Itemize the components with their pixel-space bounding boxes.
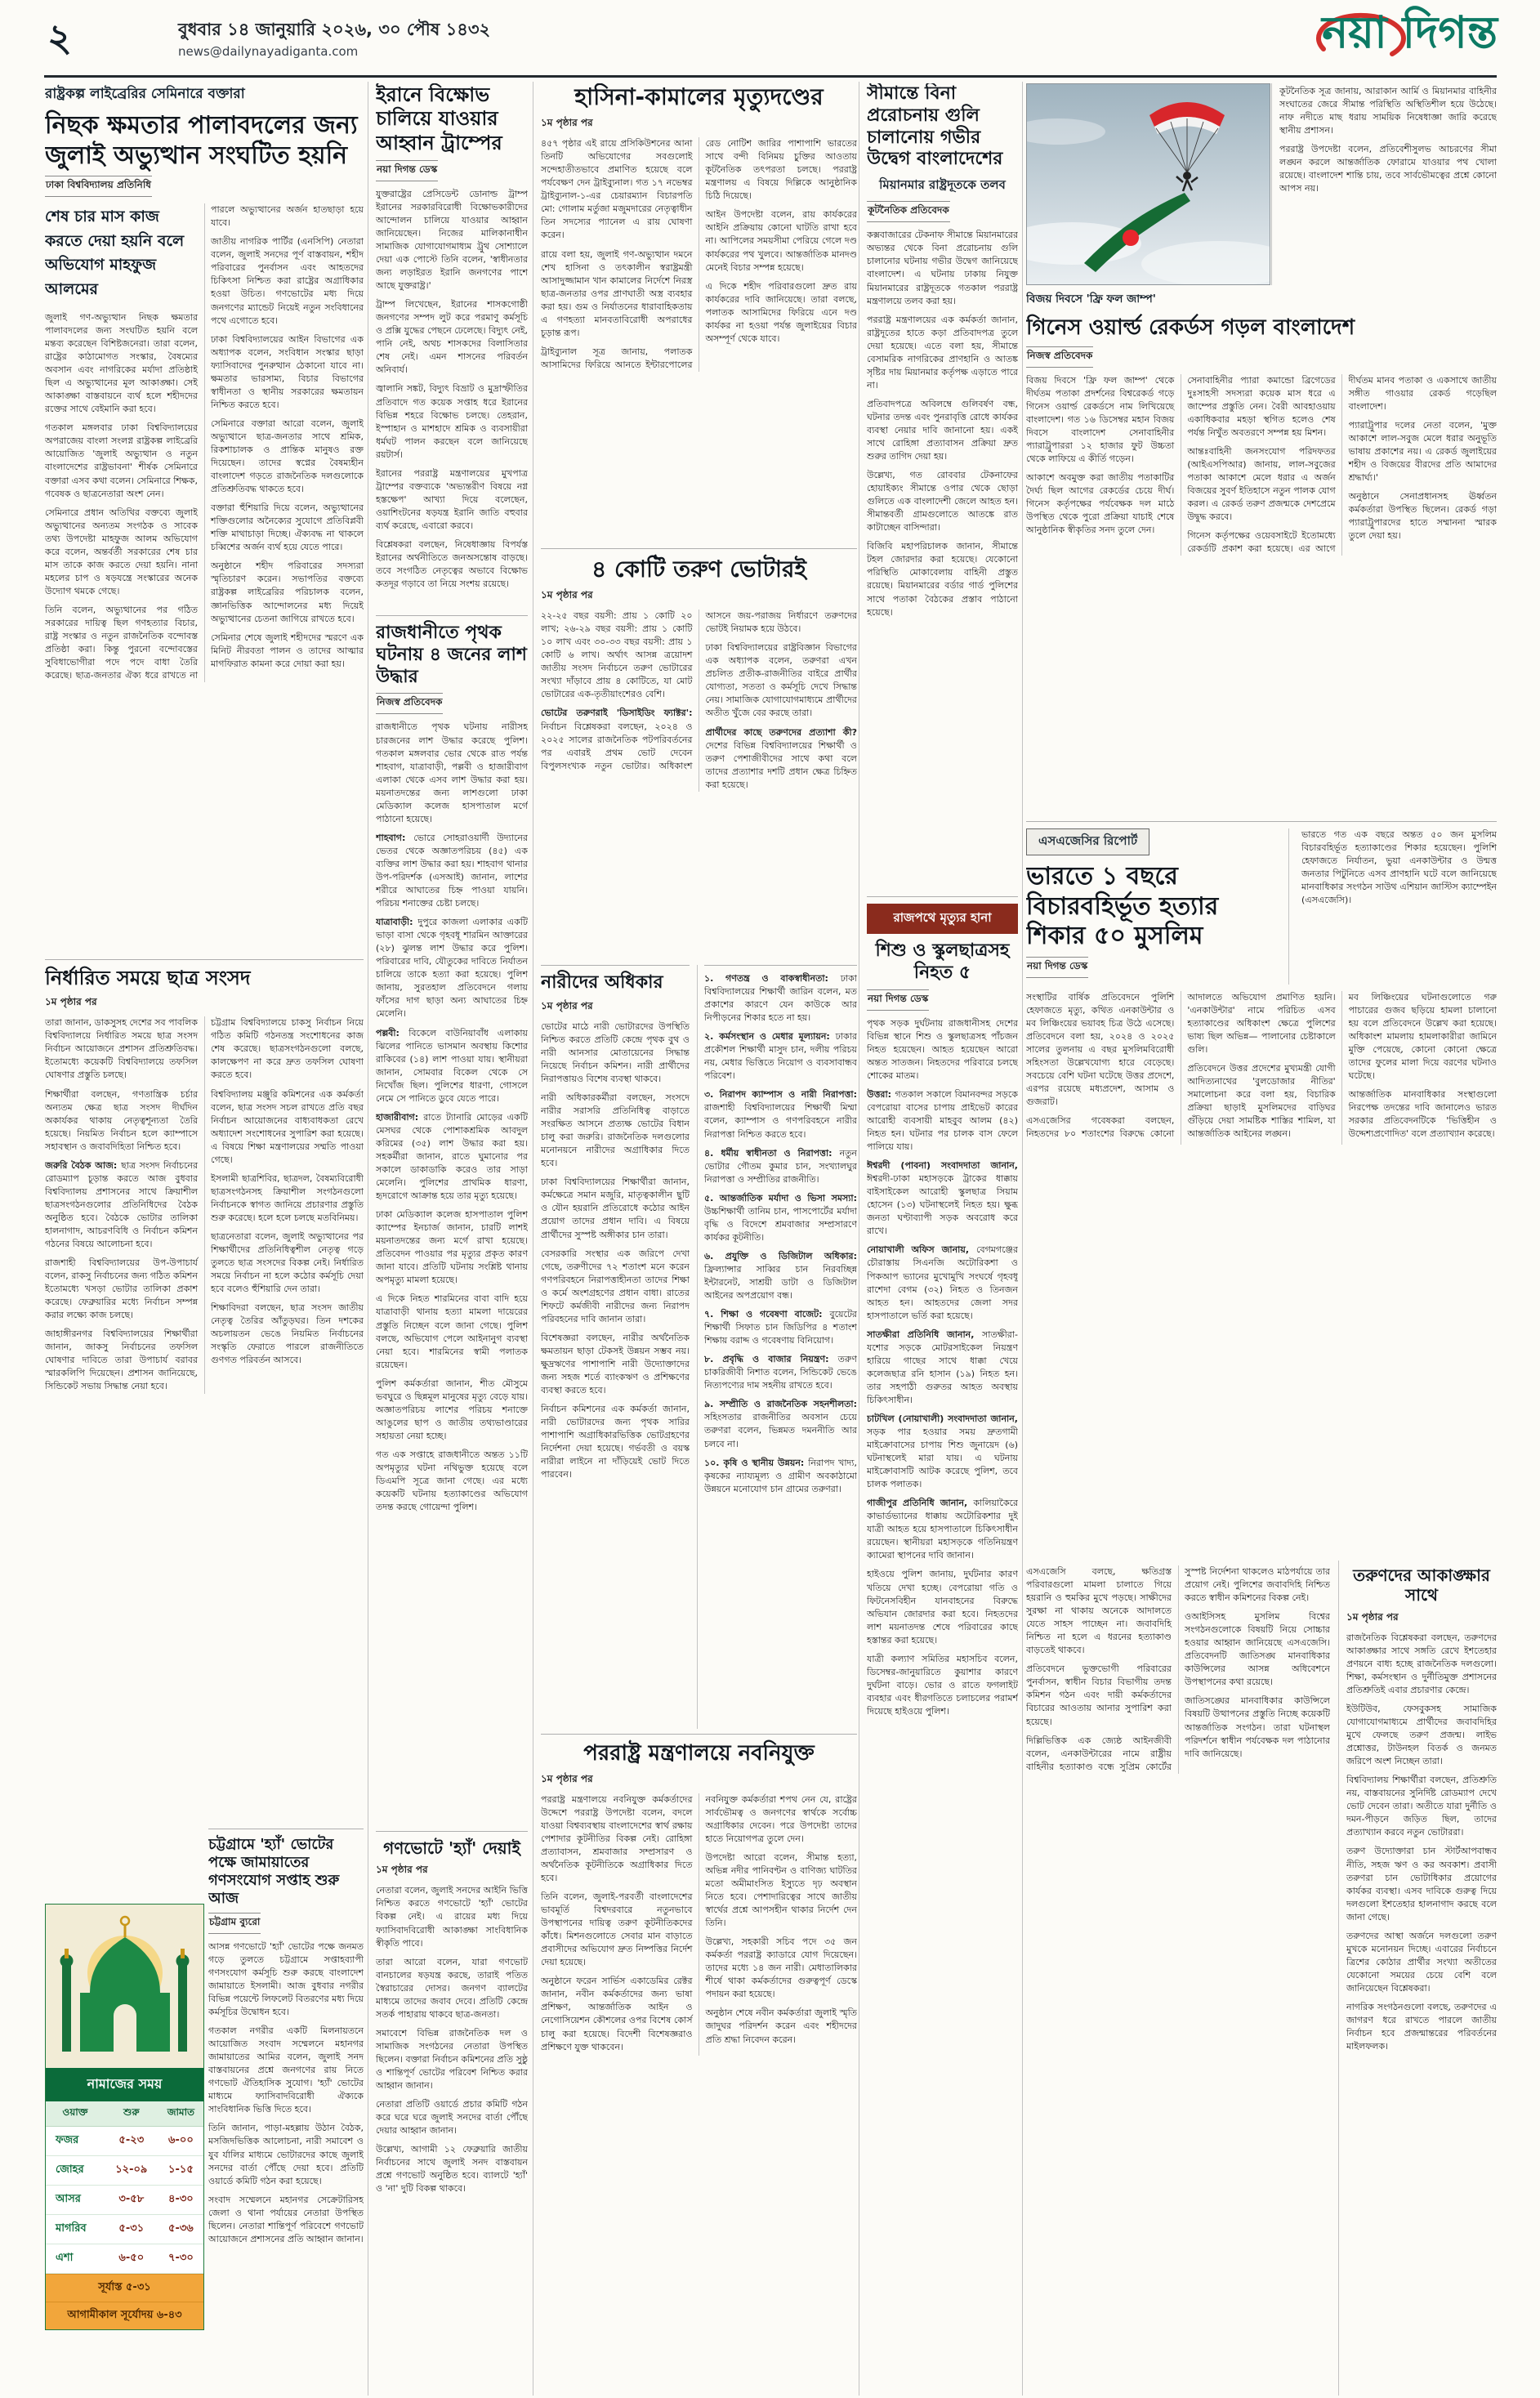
- body-paragraph: বিজয় দিবসে 'ফ্রি ফল জাম্প' থেকে দীর্ঘতম পতাকা প্রদর্শনের বিশ্বরেকর্ড গড়ে গিনেস ওয়ার্ল্ড রেকর্ডসে নাম লিখিয়েছে বাংলাদেশ। গত ১৬ ডিসেম্বর মহান বিজয় দিবসে বাংলাদেশ সেনাবাহিনীর প্যারাট্রুপাররা ১২ হাজার ফুট উচ্চতা থেকে লাফিয়ে এ কীর্তি গড়েন।: [1026, 374, 1175, 464]
- continued-from-page1: ১ম পৃষ্ঠার পর: [541, 117, 593, 129]
- article-iran-protests: [376, 83, 528, 613]
- body-paragraph: যাত্রাবাড়ী: দুপুরে কাজলা এলাকার একটি ভাড়া বাসা থেকে গৃহবধূ শারমিন আক্তারের (২৮) ঝুলন্ত লাশ উদ্ধার করে পুলিশ। পরিবারের দাবি, যৌতুকের দাবিতে নির্যাতন চালিয়ে তাকে হত্যা করা হয়েছে। পুলিশ জানায়, সুরতহাল প্রতিবেদনে গলায় ফাঁসের দাগ ছাড়া অন্য আঘাতের চিহ্ন মেলেনি।: [376, 917, 528, 1020]
- body-text: [867, 229, 1018, 618]
- article-youth-aspirations: [1346, 1565, 1497, 2396]
- prayer-times-box: [45, 1904, 204, 2330]
- body-paragraph: ঢাকা মেডিক্যাল কলেজ হাসপাতাল পুলিশ ক্যাম্পের ইনচার্জ জানান, চারটি লাশই ময়নাতদন্তের জন্য মর্গে রাখা হয়েছে। প্রতিবেদন পাওয়ার পর মৃত্যুর প্রকৃত কারণ জানা যাবে। প্রতিটি ঘটনায় সংশ্লিষ্ট থানায় অপমৃত্যু মামলা হয়েছে।: [376, 1209, 528, 1286]
- body-paragraph: রাজধানীতে পৃথক ঘটনায় নারীসহ চারজনের লাশ উদ্ধার করেছে পুলিশ। গতকাল মঙ্গলবার ভোর থেকে রাত পর্যন্ত শাহবাগ, যাত্রাবাড়ী, পল্লবী ও হাজারীবাগ এলাকা থেকে এসব লাশ উদ্ধার করা হয়। ময়নাতদন্তের জন্য লাশগুলো ঢাকা মেডিক্যাল কলেজ হাসপাতাল মর্গে পাঠানো হয়েছে।: [376, 721, 528, 824]
- body-paragraph: ঈশ্বরদী (পাবনা) সংবাদদাতা জানান, ঈশ্বরদী-ঢাকা মহাসড়কে ট্রাকের ধাক্কায় বাইসাইকেল আরোহী স্কুলছাত্র সিয়াম হোসেন (১৩) ঘটনাস্থলেই নিহত হয়। ক্ষুব্ধ জনতা ঘণ্টাব্যাপী সড়ক অবরোধ করে রাখে।: [867, 1160, 1018, 1237]
- body-paragraph: কূটনৈতিক সূত্র জানায়, আরাকান আর্মি ও মিয়ানমার বাহিনীর সংঘাতের জেরে সীমান্ত পরিস্থিতি অস্থিতিশীল হয়ে উঠেছে। নাফ নদীতে মাছ ধরায় সাময়িক নিষেধাজ্ঞা জারি করেছে স্থানীয় প্রশাসন।: [1279, 86, 1497, 136]
- article-india-extrajudicial-killings: [1026, 821, 1497, 1563]
- article-body: [867, 229, 1018, 618]
- article-headline: ইরানে বিক্ষোভ চালিয়ে যাওয়ার আহ্বান ট্রাম্পের: [376, 83, 502, 154]
- body-paragraph: আইন উপদেষ্টা বলেন, রায় কার্যকরের আইনি প্রক্রিয়ায় কোনো ঘাটতি রাখা হবে না। আপিলের সময়সীমা পেরিয়ে গেলে দণ্ড কার্যকরের পথ খুলবে। আন্তর্জাতিক মানদণ্ড মেনেই বিচার সম্পন্ন হয়েছে।: [705, 209, 857, 273]
- body-paragraph: ৪. ধর্মীয় স্বাধীনতা ও নিরাপত্তা: নতুন ভোটার গৌতম কুমার চান, সংখ্যালঘুর নিরাপত্তা ও সম্প্রীতির রাজনীতি।: [704, 1147, 857, 1185]
- body-text: [208, 1940, 364, 2246]
- prayer-box-title: নামাজের সময়: [46, 2068, 203, 2101]
- column-divider: [1271, 83, 1272, 285]
- article-header-left: [1026, 828, 1275, 985]
- body-text: [376, 721, 528, 1514]
- body-paragraph: হাইওয়ে পুলিশ জানায়, দুর্ঘটনার কারণ খতিয়ে দেখা হচ্ছে। বেপরোয়া গতি ও ফিটনেসবিহীন যানবাহনের বিরুদ্ধে অভিযান জোরদার করা হবে। নিহতদের লাশ ময়নাতদন্ত শেষে পরিবারের কাছে হস্তান্তর করা হয়েছে।: [867, 1569, 1018, 1646]
- body-paragraph: রাজনৈতিক বিশ্লেষকরা বলছেন, তরুণদের আকাঙ্ক্ষার সাথে সঙ্গতি রেখে ইশতেহার প্রণয়নে বাধ্য হচ্ছে রাজনৈতিক দলগুলো। শিক্ষা, কর্মসংস্থান ও দুর্নীতিমুক্ত প্রশাসনের প্রতিশ্রুতিই এবার প্রচারণার কেন্দ্রে।: [1346, 1632, 1497, 1695]
- body-paragraph: বক্তারা হুঁশিয়ারি দিয়ে বলেন, অভ্যুত্থানের শক্তিগুলোর অনৈক্যের সুযোগে প্রতিবিপ্লবী শক্তি মাথাচাড়া দিচ্ছে। ঐক্যবদ্ধ না থাকলে চব্বিশের অর্জন ব্যর্থ হয়ে যেতে পারে।: [211, 502, 364, 553]
- article-body: [867, 1017, 1018, 1718]
- continued-from-page1: ১ম পৃষ্ঠার পর: [1346, 1610, 1399, 1623]
- continued-from-page1: ১ম পৃষ্ঠার পর: [376, 1864, 428, 1876]
- article-kicker: রাজপথে মৃত্যুর হানা: [867, 904, 1018, 934]
- article-chittagong-jamaat: [208, 1829, 364, 2398]
- body-paragraph: ৮. প্রবৃদ্ধি ও বাজার নিয়ন্ত্রণ: তরুণ চাকরিজীবী নিশাত বলেন, সিন্ডিকেট ভেঙে নিত্যপণ্যের দাম সহনীয় রাখতে হবে।: [704, 1354, 857, 1391]
- body-paragraph: যুক্তরাষ্ট্রের প্রেসিডেন্ট ডোনাল্ড ট্রাম্প ইরানের সরকারবিরোধী বিক্ষোভকারীদের আন্দোলন চালিয়ে যাওয়ার আহ্বান জানিয়েছেন। নিজের মালিকানাধীন সামাজিক যোগাযোগমাধ্যম ট্রুথ সোশ্যালে দেয়া এক পোস্টে তিনি বলেন, 'স্বাধীনতার জন্য লড়াইরত ইরানি জনগণের পাশে আছে যুক্তরাষ্ট্র।': [376, 188, 528, 292]
- body-paragraph: জুলাই গণ-অভ্যুত্থান নিছক ক্ষমতার পালাবদলের জন্য সংঘটিত হয়নি বলে মন্তব্য করেছেন বিশিষ্টজনেরা। তারা বলেন, রাষ্ট্রের কাঠামোগত সংস্কার, বৈষম্যের অবসান এবং নাগরিকের মর্যাদা প্রতিষ্ঠাই ছিল এ অভ্যুত্থানের মূল আকাঙ্ক্ষা। সেই আকাঙ্ক্ষা বাস্তবায়নে ব্যর্থ হলে শহীদদের রক্তের সাথে বেইমানি করা হবে।: [45, 311, 198, 415]
- body-paragraph: নেতারা বলেন, জুলাই সনদের আইনি ভিত্তি নিশ্চিত করতে গণভোটে 'হ্যাঁ' ভোটের বিকল্প নেই। এ রায়ের মধ্য দিয়ে ফ্যাসিবাদবিরোধী আকাঙ্ক্ষা সাংবিধানিক স্বীকৃতি পাবে।: [376, 1885, 528, 1949]
- body-paragraph: সেমিনারে বক্তারা আরো বলেন, জুলাই অভ্যুত্থানে ছাত্র-জনতার সাথে শ্রমিক, রিকশাচালক ও প্রান্তিক মানুষও রক্ত দিয়েছেন। তাদের স্বপ্নের বৈষম্যহীন বাংলাদেশ গড়তে রাজনৈতিক দলগুলোকে প্রতিশ্রুতিবদ্ধ থাকতে হবে।: [211, 418, 364, 495]
- article-byline: নিজস্ব প্রতিবেদক: [376, 693, 443, 714]
- article-guinness-record: [1026, 290, 1497, 816]
- article-headline: চট্টগ্রামে 'হ্যাঁ' ভোটের পক্ষে জামায়াতের গণসংযোগ সপ্তাহ শুরু আজ: [208, 1836, 340, 1907]
- article-byline: নয়া দিগন্ত ডেস্ক: [376, 160, 438, 181]
- prayer-col-waqt: ওয়াক্ত: [46, 2101, 105, 2127]
- body-paragraph: বিশেষজ্ঞরা বলছেন, নারীর অর্থনৈতিক ক্ষমতায়ন ছাড়া টেকসই উন্নয়ন সম্ভব নয়। ক্ষুদ্রঋণের পাশাপাশি নারী উদ্যোক্তাদের জন্য সহজ শর্তে ব্যাংকঋণ ও প্রশিক্ষণের ব্যবস্থা করতে হবে।: [541, 1332, 690, 1396]
- article-headline: তরুণদের আকাঙ্ক্ষার সাথে: [1353, 1565, 1490, 1605]
- body-paragraph: সংস্থাটির বার্ষিক প্রতিবেদনে পুলিশি হেফাজতে মৃত্যু, কথিত এনকাউন্টার ও মব লিঞ্চিংয়ের ভয়াবহ চিত্র উঠে এসেছে। প্রতিবেদনে বলা হয়, ২০২৪ ও ২০২৫ সালের তুলনায় এ বছর মুসলিমবিরোধী সহিংসতা উল্লেখযোগ্য হারে বেড়েছে। সবচেয়ে বেশি ঘটনা ঘটেছে উত্তর প্রদেশে, এরপর রয়েছে মধ্যপ্রদেশ, আসাম ও গুজরাট।: [1026, 991, 1175, 1108]
- body-paragraph: মব লিঞ্চিংয়ের ঘটনাগুলোতে গরু পাচারের গুজব ছড়িয়ে হামলা চালানো হয় বলে প্রতিবেদনে উল্লেখ করা হয়েছে। অধিকাংশ মামলায় হামলাকারীরা জামিনে মুক্তি পেয়েছে, কোনো কোনো ক্ষেত্রে তাদের ফুলের মালা দিয়ে বরণের ঘটনাও ঘটেছে।: [1348, 991, 1497, 1082]
- body-paragraph: তিনি জানান, পাড়া-মহল্লায় উঠান বৈঠক, মসজিদভিত্তিক আলোচনা, নারী সমাবেশ ও যুব র্যালির মাধ্যমে ভোটারদের কাছে জুলাই সনদের বার্তা পৌঁছে দেয়া হবে। প্রতিটি ওয়ার্ডে কমিটি গঠন করা হয়েছে।: [208, 2123, 364, 2186]
- article-kicker: এসএজেসির রিপোর্ট: [1026, 828, 1149, 855]
- body-paragraph: সমাবেশে বিভিন্ন রাজনৈতিক দল ও সামাজিক সংগঠনের নেতারা উপস্থিত ছিলেন। বক্তারা নির্বাচন কমিশনের প্রতি সুষ্ঠু ও শান্তিপূর্ণ ভোটের পরিবেশ নিশ্চিত করার আহ্বান জানান।: [376, 2027, 528, 2092]
- body-paragraph: জ্বালানি সঙ্কট, বিদ্যুৎ বিভ্রাট ও মুদ্রাস্ফীতির প্রতিবাদে গত কয়েক সপ্তাহ ধরে ইরানের বিভিন্ন শহরে বিক্ষোভ চলছে। তেহরান, ইস্পাহান ও মাশহাদে শ্রমিক ও ব্যবসায়ীরা ধর্মঘট পালন করছেন বলে জানিয়েছে রয়টার্স।: [376, 383, 528, 460]
- body-paragraph: শাহবাগ: ভোরে সোহরাওয়ার্দী উদ্যানের ভেতর থেকে অজ্ঞাতপরিচয় (৪৫) এক ব্যক্তির লাশ উদ্ধার করা হয়। শাহবাগ থানার উপ-পরিদর্শক (এসআই) জানান, লাশের শরীরে আঘাতের চিহ্ন পাওয়া যায়নি। পরিচয় শনাক্তের চেষ্টা চলছে।: [376, 832, 528, 909]
- body-paragraph: সাতক্ষীরা প্রতিনিধি জানান, সাতক্ষীরা-যশোর সড়কে মোটরসাইকেল নিয়ন্ত্রণ হারিয়ে গাছের সাথে ধাক্কা খেয়ে কলেজছাত্র রনি হাসান (১৯) নিহত হন। তার সহপাঠী গুরুতর আহত অবস্থায় চিকিৎসাধীন।: [867, 1329, 1018, 1405]
- prayer-col-start: শুরু: [105, 2101, 158, 2127]
- prayer-time-row: জোহর ১২-০৯ ১-১৫: [46, 2156, 203, 2186]
- body-paragraph: যাত্রী কল্যাণ সমিতির মহাসচিব বলেন, ডিসেম্বর-জানুয়ারিতে কুয়াশার কারণে দুর্ঘটনা বাড়ে। ভোর ও রাতে ফগলাইট ব্যবহার এবং ধীরগতিতে চলাচলের পরামর্শ দিয়েছে হাইওয়ে পুলিশ।: [867, 1653, 1018, 1717]
- body-paragraph: আকাশে অবমুক্ত করা জাতীয় পতাকাটির দৈর্ঘ্য ছিল আগের রেকর্ডের চেয়ে দীর্ঘ। গিনেস কর্তৃপক্ষের পর্যবেক্ষক দল মাঠে উপস্থিত থেকে পুরো প্রক্রিয়া যাচাই শেষে আনুষ্ঠানিক স্বীকৃতির সনদ তুলে দেন।: [1026, 472, 1175, 536]
- body-paragraph: ট্রাম্প লিখেছেন, ইরানের শাসকগোষ্ঠী জনগণের সম্পদ লুট করে পরমাণু কর্মসূচি ও প্রক্সি যুদ্ধের পেছনে ঢেলেছে। বিদ্যুৎ নেই, পানি নেই, অথচ শাসকদের বিলাসিতার শেষ নেই। এমন শাসনের পরিবর্তন অনিবার্য।: [376, 299, 528, 376]
- body-paragraph: প্রতিবেদনে উত্তর প্রদেশের মুখ্যমন্ত্রী যোগী আদিত্যনাথের 'বুলডোজার নীতির' সমালোচনা করে বলা হয়, বিচারিক প্রক্রিয়া ছাড়াই মুসলিমদের বাড়িঘর গুঁড়িয়ে দেয়া সামষ্টিক শাস্তির শামিল, যা আন্তর্জাতিক আইনের লঙ্ঘন।: [1187, 1063, 1336, 1140]
- body-paragraph: অনুষ্ঠানে শহীদ পরিবারের সদস্যরা স্মৃতিচারণ করেন। সভাপতির বক্তব্যে রাষ্ট্রকল্প লাইব্রেরির পরিচালক বলেন, জ্ঞানভিত্তিক আন্দোলনের মধ্য দিয়েই অভ্যুত্থানের চেতনা জাগিয়ে রাখতে হবে।: [211, 560, 364, 624]
- article-body: [541, 610, 857, 792]
- body-paragraph: এসএজেসি বলছে, ক্ষতিগ্রস্ত পরিবারগুলো মামলা চালাতে গিয়ে হয়রানি ও হুমকির মুখে পড়ছে। সাক্ষীদের সুরক্ষা না থাকায় অনেকে আদালতে যেতে সাহস পাচ্ছেন না। জবাবদিহি নিশ্চিত না হলে এ ধরনের হত্যাকাণ্ড বাড়তেই থাকবে।: [1026, 1566, 1172, 1656]
- body-paragraph: ভোটের মাঠে নারী ভোটারদের উপস্থিতি নিশ্চিত করতে প্রতিটি কেন্দ্রে পৃথক বুথ ও নারী আনসার মোতায়েনের সিদ্ধান্ত নিয়েছে নির্বাচন কমিশন। নারী প্রার্থীদের নিরাপত্তায়ও বিশেষ ব্যবস্থা থাকবে।: [541, 1020, 690, 1085]
- article-headline: ৪ কোটি তরুণ ভোটারই: [591, 556, 806, 583]
- article-body: [1026, 991, 1497, 1145]
- prayer-time-row: আসর ৩-৫৮ ৪-৩০: [46, 2186, 203, 2215]
- body-paragraph: বেসরকারি সংস্থার এক জরিপে দেখা গেছে, তরুণীদের ৭২ শতাংশ মনে করেন গণপরিবহনে নিরাপত্তাহীনতা তাদের শিক্ষা ও কর্মে অংশগ্রহণের প্রধান বাধা। রাতের শিফটে কর্মজীবী নারীদের জন্য নিরাপদ পরিবহনের দাবি জানান তারা।: [541, 1248, 690, 1324]
- expectations-list: [704, 972, 857, 1496]
- body-paragraph: ঢাকা বিশ্ববিদ্যালয়ের শিক্ষার্থীরা জানান, কর্মক্ষেত্রে সমান মজুরি, মাতৃত্বকালীন ছুটি ও যৌন হয়রানি প্রতিরোধে কঠোর আইন প্রয়োগ তাদের প্রধান দাবি। এ বিষয়ে প্রার্থীদের সুস্পষ্ট অঙ্গীকার চান তারা।: [541, 1177, 690, 1240]
- column-divider: [1338, 1561, 1339, 2396]
- body-paragraph: রাজশাহী বিশ্ববিদ্যালয়ের উপ-উপাচার্য বলেন, রাকসু নির্বাচনের জন্য গঠিত কমিশন ইতোমধ্যে খসড়া ভোটার তালিকা প্রকাশ করেছে। ফেব্রুয়ারির মধ্যে নির্বাচন সম্পন্ন করার লক্ষ্যে কাজ চলছে।: [45, 1257, 198, 1321]
- article-header-row: [1026, 828, 1497, 985]
- article-womens-rights: [541, 965, 690, 1736]
- body-paragraph: ট্রাইব্যুনাল সূত্র জানায়, পলাতক আসামিদের ফিরিয়ে আনতে ইন্টারপোলের রেড নোটিশ জারির পাশাপাশি ভারতের সাথে বন্দী বিনিময় চুক্তির আওতায় কূটনৈতিক তৎপরতা চলছে। পররাষ্ট্র মন্ত্রণালয় এ বিষয়ে দিল্লিকে আনুষ্ঠানিক চিঠি দিয়েছে।: [541, 138, 857, 370]
- body-paragraph: গতকাল মঙ্গলবার ঢাকা বিশ্ববিদ্যালয়ের অপরাজেয় বাংলা সংলগ্ন রাষ্ট্রকল্প লাইব্রেরি আয়োজিত 'জুলাই অভ্যুত্থান ও নতুন বাংলাদেশের রাষ্ট্রভাবনা' শীর্ষক সেমিনারে বক্তারা এসব কথা বলেন। সেমিনারে শিক্ষক, গবেষক ও ছাত্রনেতারা অংশ নেন।: [45, 422, 198, 499]
- article-headline: গিনেস ওয়ার্ল্ড রেকর্ডস গড়ল বাংলাদেশ: [1026, 315, 1355, 340]
- body-paragraph: নোয়াখালী অফিস জানায়, বেগমগঞ্জের চৌরাস্তায় সিএনজি অটোরিকশা ও পিকআপ ভ্যানের মুখোমুখি সংঘর্ষে গৃহবধূ রাশেদা বেগম (৩২) নিহত ও তিনজন আহত হন। আহতদের জেলা সদর হাসপাতালে ভর্তি করা হয়েছে।: [867, 1244, 1018, 1321]
- article-body: [1279, 85, 1497, 195]
- body-paragraph: ৪৫৭ পৃষ্ঠার এই রায়ে প্রসিকিউশনের আনা তিনটি অভিযোগের সবগুলোই সন্দেহাতীতভাবে প্রমাণিত হয়েছে বলে পর্যবেক্ষণ দেন ট্রাইব্যুনাল। গত ১৭ নভেম্বর ট্রাইব্যুনাল-১-এর চেয়ারম্যান বিচারপতি মো: গোলাম মর্তুজা মজুমদারের নেতৃত্বাধীন তিন সদস্যের প্যানেল এ রায় ঘোষণা করেন।: [541, 138, 693, 241]
- body-paragraph: প্রতিবাদপত্রে অবিলম্বে গুলিবর্ষণ বন্ধ, ঘটনার তদন্ত এবং পুনরাবৃত্তি রোধে কার্যকর ব্যবস্থা নেয়ার দাবি জানানো হয়। একই সাথে রোহিঙ্গা প্রত্যাবাসন প্রক্রিয়া দ্রুত শুরুর তাগিদ দেয়া হয়।: [867, 398, 1018, 462]
- article-border-firing: [867, 83, 1018, 891]
- article-byline: নয়া দিগন্ত ডেস্ক: [867, 989, 929, 1011]
- body-paragraph: ২২-২৫ বছর বয়সী: প্রায় ১ কোটি ২০ লাখ; ২৬-২৯ বছর বয়সী: প্রায় ১ কোটি ১০ লাখ এবং ৩০-৩৩ বছর বয়সী: প্রায় ১ কোটি ৬ লাখ। অর্থাৎ আসন্ন ত্রয়োদশ জাতীয় সংসদ নির্বাচনে তরুণ ভোটারের সংখ্যা দাঁড়াবে প্রায় ৪ কোটিতে, যা মোট ভোটারের এক-তৃতীয়াংশেরও বেশি।: [541, 610, 693, 700]
- parachute-photo-illustration: [1026, 83, 1270, 285]
- body-paragraph: হাজারীবাগ: রাতে ট্যানারি মোড়ের একটি মেসঘর থেকে পোশাকশ্রমিক আবদুল করিমের (৩৫) লাশ উদ্ধার করা হয়। সহকর্মীরা জানান, রাতে ঘুমানোর পর সকালে ডাকাডাকি করেও তার সাড়া মেলেনি। পুলিশের প্রাথমিক ধারণা, হৃদরোগে আক্রান্ত হয়ে তার মৃত্যু হয়েছে।: [376, 1111, 528, 1202]
- body-paragraph: সেমিনার শেষে জুলাই শহীদদের স্মরণে এক মিনিট নীরবতা পালন ও তাদের আত্মার মাগফিরাত কামনা করে দোয়া করা হয়।: [211, 632, 364, 669]
- continued-from-page1: ১ম পৃষ্ঠার পর: [541, 589, 593, 601]
- body-paragraph: পৃথক সড়ক দুর্ঘটনায় রাজধানীসহ দেশের বিভিন্ন স্থানে শিশু ও স্কুলছাত্রসহ পাঁচজন নিহত হয়েছেন। আহত হয়েছেন আরো অন্তত সাতজন। নিহতদের পরিবারে চলছে শোকের মাতম।: [867, 1017, 1018, 1081]
- body-text: [867, 1017, 1018, 1718]
- article-body: [45, 1016, 364, 1393]
- body-paragraph: ইরানের পররাষ্ট্র মন্ত্রণালয়ের মুখপাত্র ট্রাম্পের বক্তব্যকে 'অভ্যন্তরীণ বিষয়ে নগ্ন হস্তক্ষেপ' আখ্যা দিয়ে বলেছেন, ওয়াশিংটনের ষড়যন্ত্র ইরানি জাতি বহুবার ব্যর্থ করেছে, এবারো করবে।: [376, 467, 528, 531]
- body-paragraph: জরুরি বৈঠক আজ: ছাত্র সংসদ নির্বাচনের রোডম্যাপ চূড়ান্ত করতে আজ বুধবার বিশ্ববিদ্যালয় প্রশাসনের সাথে ক্রিয়াশীল ছাত্রসংগঠনগুলোর প্রতিনিধিদের বৈঠক অনুষ্ঠিত হবে। বৈঠকে ভোটার তালিকা হালনাগাদ, আচরণবিধি ও নির্বাচন কমিশন গঠনের বিষয়ে আলোচনা হবে।: [45, 1159, 199, 1250]
- body-paragraph: রায়ে বলা হয়, জুলাই গণ-অভ্যুত্থান দমনে শেখ হাসিনা ও তৎকালীন স্বরাষ্ট্রমন্ত্রী আসাদুজ্জামান খান কামালের নির্দেশে নিরস্ত্র ছাত্র-জনতার ওপর প্রাণঘাতী অস্ত্র ব্যবহার করা হয়। গুম ও নির্যাতনের ধারাবাহিকতায় এ গণহত্যা মানবতাবিরোধী অপরাধের চূড়ান্ত রূপ।: [541, 248, 693, 338]
- prayer-time-row: মাগরিব ৫-৩১ ৫-৩৬: [46, 2215, 203, 2244]
- article-headline: শিশু ও স্কুলছাত্রসহ নিহত ৫: [875, 940, 1010, 983]
- article-byline: নিজস্ব প্রতিবেদক: [1026, 346, 1093, 368]
- body-paragraph: এসএজেসির গবেষকরা বলছেন, নিহতদের ৮০ শতাংশের বিরুদ্ধে কোনো আদালতে অভিযোগ প্রমাণিত হয়নি। 'এনকাউন্টার' নামে পরিচিত এসব হত্যাকাণ্ডের অধিকাংশ ক্ষেত্রে পুলিশের ভাষ্য ছিল অভিন্ন— পালানোর চেষ্টাকালে গুলি।: [1026, 991, 1336, 1140]
- date-line: বুধবার ১৪ জানুয়ারি ২০২৬, ৩০ পৌষ ১৪৩২: [178, 20, 491, 39]
- body-paragraph: ছাত্রনেতারা বলেন, জুলাই অভ্যুত্থানের পর শিক্ষার্থীদের প্রতিনিধিত্বশীল নেতৃত্ব গড়ে তুলতে ছাত্র সংসদের বিকল্প নেই। নির্ধারিত সময়ে নির্বাচন না হলে কঠোর কর্মসূচি দেয়া হবে বলেও হুঁশিয়ারি দেন তারা।: [211, 1230, 364, 1295]
- body-paragraph: পররাষ্ট্র মন্ত্রণালয়ের এক কর্মকর্তা জানান, রাষ্ট্রদূতের হাতে কড়া প্রতিবাদপত্র তুলে দেয়া হয়েছে। এতে বলা হয়, সীমান্তে বেসামরিক নাগরিকের প্রাণহানি ও আতঙ্ক সৃষ্টির দায় মিয়ানমার কর্তৃপক্ষ এড়াতে পারে না।: [867, 314, 1018, 391]
- article-road-deaths: [867, 896, 1018, 2398]
- body-paragraph: পররাষ্ট্র উপদেষ্টা বলেন, প্রতিবেশীসুলভ আচরণের সীমা লঙ্ঘন করলে আন্তর্জাতিক ফোরামে যাওয়ার পথ খোলা রয়েছে। বাংলাদেশ শান্তি চায়, তবে সার্বভৌমত্বের প্রশ্নে কোনো আপস নয়।: [1279, 144, 1497, 194]
- prayer-time-row: ফজর ৫-২৩ ৬-০০: [46, 2127, 203, 2156]
- article-body: [376, 188, 528, 591]
- body-paragraph: প্রতিবেদনে ভুক্তভোগী পরিবারের পুনর্বাসন, স্বাধীন বিচার বিভাগীয় তদন্ত কমিশন গঠন এবং দায়ী কর্মকর্তাদের বিচারের আওতায় আনার সুপারিশ করা হয়েছে।: [1026, 1663, 1172, 1727]
- photo-caption: বিজয় দিবসে 'ফ্রি ফল জাম্প': [1026, 292, 1156, 306]
- body-paragraph: উল্লেখ্য, আগামী ১২ ফেব্রুয়ারি জাতীয় নির্বাচনের সাথে জুলাই সনদ বাস্তবায়ন প্রশ্নে গণভোট অনুষ্ঠিত হবে। ব্যালটে 'হ্যাঁ' ও 'না' দুটি বিকল্প থাকবে।: [376, 2144, 528, 2195]
- body-paragraph: কক্সবাজারের টেকনাফ সীমান্তে মিয়ানমারের অভ্যন্তর থেকে বিনা প্ররোচনায় গুলি চালানোর ঘটনায় গভীর উদ্বেগ জানিয়েছে বাংলাদেশ। এ ঘটনায় ঢাকায় নিযুক্ত মিয়ানমারের রাষ্ট্রদূতকে গতকাল পররাষ্ট্র মন্ত্রণালয়ে তলব করা হয়।: [867, 230, 1018, 306]
- article-byline: নয়া দিগন্ত ডেস্ক: [1026, 957, 1088, 978]
- article-india-continuation: [1026, 1565, 1330, 2396]
- article-hasina-kamal-verdict: [541, 83, 857, 543]
- body-paragraph: আসন্ন গণভোটে 'হ্যাঁ' ভোটের পক্ষে জনমত গড়ে তুলতে চট্টগ্রামে সপ্তাহব্যাপী গণসংযোগ কর্মসূচি শুরু করছে বাংলাদেশ জামায়াতে ইসলামী। আজ বুধবার নগরীর বিভিন্ন পয়েন্টে লিফলেট বিতরণের মধ্য দিয়ে কর্মসূচির উদ্বোধন হবে।: [208, 1940, 364, 2018]
- photo-free-fall-jump: [1026, 83, 1269, 285]
- article-referendum-yes: [376, 1831, 528, 2398]
- body-paragraph: উল্লেখ্য, সহকারী সচিব পদে ৩৫ জন কর্মকর্তা পররাষ্ট্র ক্যাডারে যোগ দিয়েছেন। তাদের মধ্যে ১৪ জন নারী। মেধাতালিকার শীর্ষে থাকা কর্মকর্তাদের গুরুত্বপূর্ণ ডেস্কে পদায়ন করা হয়েছে।: [705, 1936, 857, 2000]
- body-paragraph: নির্বাচন কমিশনের এক কর্মকর্তা জানান, নারী ভোটারদের জন্য পৃথক সারির পাশাপাশি অগ্রাধিকারভিত্তিক ভোটগ্রহণের নির্দেশনা দেয়া হয়েছে। গর্ভবতী ও বয়স্ক নারীরা লাইনে না দাঁড়িয়েই ভোট দিতে পারবেন।: [541, 1404, 690, 1480]
- prayer-rows: [46, 2127, 203, 2274]
- body-paragraph: বিশ্লেষকরা বলছেন, নিষেধাজ্ঞায় বিপর্যস্ত ইরানের অর্থনীতিতে জনঅসন্তোষ বাড়ছে। তবে সংগঠিত নেতৃত্বের অভাবে বিক্ষোভ কতদূর গড়াবে তা নিয়ে সংশয় রয়েছে।: [376, 538, 528, 590]
- body-paragraph: সংবাদ সম্মেলনে মহানগর সেক্রেটারিসহ জেলা ও থানা পর্যায়ের নেতারা উপস্থিত ছিলেন। নেতারা শান্তিপূর্ণ পরিবেশে গণভোট আয়োজনে প্রশাসনের প্রতি আহ্বান জানান।: [208, 2194, 364, 2244]
- body-paragraph: দিল্লিভিত্তিক এক জ্যেষ্ঠ আইনজীবী বলেন, এনকাউন্টারের নামে রাষ্ট্রীয় বাহিনীর হত্যাকাণ্ড বন্ধে সুপ্রিম কোর্টের সুস্পষ্ট নির্দেশনা থাকলেও মাঠপর্যায়ে তার প্রয়োগ নেই। পুলিশের জবাবদিহি নিশ্চিত করতে স্বাধীন কমিশনের বিকল্প নেই।: [1026, 1566, 1330, 1772]
- logo-text: নয়া দিগন্ত: [1322, 7, 1498, 58]
- body-paragraph: পুলিশ কর্মকর্তারা জানান, শীত মৌসুমে ভবঘুরে ও ছিন্নমূল মানুষের মৃত্যু বেড়ে যায়। অজ্ঞাতপরিচয় লাশের পরিচয় শনাক্তে আঙুলের ছাপ ও জাতীয় তথ্যভাণ্ডারের সহায়তা নেয়া হচ্ছে।: [376, 1378, 528, 1441]
- body-text: [1346, 1632, 1497, 2053]
- article-headline: নিছক ক্ষমতার পালাবদলের জন্য জুলাই অভ্যুত্থান সংঘটিত হয়নি: [45, 111, 358, 170]
- article-headline: পররাষ্ট্র মন্ত্রণালয়ে নবনিযুক্ত: [583, 1741, 815, 1766]
- continued-from-page1: ১ম পৃষ্ঠার পর: [541, 1772, 593, 1784]
- body-paragraph: প্যারাট্রুপার দলের নেতা বলেন, 'মুক্ত আকাশে লাল-সবুজ মেলে ধরার অনুভূতি ভাষায় প্রকাশের নয়। এ রেকর্ড জুলাইয়ের শহীদ ও বিজয়ের বীরদের প্রতি আমাদের শ্রদ্ধার্ঘ্য।': [1348, 419, 1497, 484]
- body-paragraph: আন্তর্জাতিক মানবাধিকার সংস্থাগুলো নিরপেক্ষ তদন্তের দাবি জানালেও ভারত সরকার প্রতিবেদনটিকে 'ভিত্তিহীন ও উদ্দেশ্যপ্রণোদিত' বলে প্রত্যাখ্যান করেছে।: [1348, 1089, 1497, 1140]
- body-paragraph: গত এক সপ্তাহে রাজধানীতে অন্তত ১১টি অপমৃত্যুর ঘটনা নথিভুক্ত হয়েছে বলে ডিএমপি সূত্রে জানা গেছে। এর মধ্যে কয়েকটি ঘটনায় হত্যাকাণ্ডের অভিযোগ তদন্ত করছে গোয়েন্দা পুলিশ।: [376, 1449, 528, 1513]
- continued-from-page1: ১ম পৃষ্ঠার পর: [45, 996, 97, 1008]
- article-headline: হাসিনা-কামালের মৃত্যুদণ্ডের: [574, 83, 824, 110]
- body-paragraph: ইউটিউব, ফেসবুকসহ সামাজিক যোগাযোগমাধ্যমে প্রার্থীদের জবাবদিহির মুখে ফেলছে তরুণ প্রজন্ম। লাইভ প্রশ্নোত্তর, টাউনহল বিতর্ক ও জনমত জরিপে অংশ নিচ্ছেন তারা।: [1346, 1704, 1497, 1767]
- mosque-illustration: [46, 1905, 203, 2068]
- body-paragraph: ওআইসিসহ মুসলিম বিশ্বের সংগঠনগুলোকে বিষয়টি নিয়ে সোচ্চার হওয়ার আহ্বান জানিয়েছে এসএজেসি। প্রতিবেদনটি জাতিসঙ্ঘ মানবাধিকার কাউন্সিলের আসন্ন অধিবেশনে উপস্থাপনের কথা রয়েছে।: [1185, 1611, 1330, 1688]
- article-intro: [1288, 828, 1497, 985]
- article-body: [376, 1884, 528, 2195]
- body-text: [376, 1884, 528, 2195]
- body-paragraph: সেনাবাহিনীর প্যারা কমান্ডো ব্রিগেডের দুঃসাহসী সদস্যরা কয়েক মাস ধরে এ জাম্পের প্রস্তুতি নেন। বৈরী আবহাওয়ায় একাধিকবার মহড়া স্থগিত হলেও শেষ পর্যন্ত নিখুঁত অবতরণে সম্পন্ন হয় মিশন।: [1187, 374, 1336, 438]
- article-headline: সীমান্তে বিনা প্ররোচনায় গুলি চালানোয় গভীর উদ্বেগ বাংলাদেশের: [867, 83, 1003, 170]
- article-headline: গণভোটে 'হ্যাঁ' দেয়াই: [383, 1838, 520, 1858]
- body-paragraph: ১০. কৃষি ও স্থানীয় উন্নয়ন: নিরাপদ খাদ্য, কৃষকের ন্যায্যমূল্য ও গ্রামীণ অবকাঠামো উন্নয়নে মনোযোগ চান গ্রামের তরুণরা।: [704, 1457, 857, 1494]
- body-paragraph: তরুণ উদ্যোক্তারা চান স্টার্টআপবান্ধব নীতি, সহজ ঋণ ও কর অবকাশ। প্রবাসী তরুণরা চান ভোটাধিকার প্রয়োগের কার্যকর ব্যবস্থা। এসব দাবিকে গুরুত্ব দিয়ে দলগুলো ইশতেহার হালনাগাদ করছে বলে জানা গেছে।: [1346, 1846, 1497, 1922]
- body-paragraph: প্রার্থীদের কাছে তরুণদের প্রত্যাশা কী? দেশের বিভিন্ন বিশ্ববিদ্যালয়ের শিক্ষার্থী ও তরুণ পেশাজীবীদের সাথে কথা বলে তাদের প্রত্যাশার দশটি প্রধান ক্ষেত্র চিহ্নিত করা হয়েছে।: [705, 726, 857, 790]
- body-paragraph: নেতারা প্রতিটি ওয়ার্ডে প্রচার কমিটি গঠন করে ঘরে ঘরে জুলাই সনদের বার্তা পৌঁছে দেয়ার আহ্বান জানান।: [376, 2099, 528, 2137]
- article-young-voters: [541, 548, 857, 967]
- article-kicker: রাষ্ট্রকল্প লাইব্রেরির সেমিনারে বক্তারা: [45, 86, 245, 102]
- article-body: [45, 203, 364, 682]
- body-paragraph: গিনেস কর্তৃপক্ষের ওয়েবসাইটে ইতোমধ্যে রেকর্ডটি প্রকাশ করা হয়েছে। এর আগে দীর্ঘতম মানব পতাকা ও একসাথে জাতীয় সঙ্গীত গাওয়ার রেকর্ড গড়েছিল বাংলাদেশ।: [1187, 374, 1497, 555]
- body-paragraph: গাজীপুর প্রতিনিধি জানান, কালিয়াকৈরে কাভার্ডভ্যানের ধাক্কায় অটোরিকশার দুই যাত্রী আহত হয়ে হাসপাতালে চিকিৎসাধীন রয়েছেন। স্থানীয়রা মহাসড়কে গতিনিয়ন্ত্রণ ক্যামেরা স্থাপনের দাবি জানান।: [867, 1498, 1018, 1561]
- body-paragraph: পল্লবী: বিকেলে বাউনিয়াবাঁধ এলাকায় ঝিলের পানিতে ভাসমান অবস্থায় কিশোর রাকিবের (১৪) লাশ পাওয়া যায়। স্থানীয়রা জানান, সোমবার বিকেল থেকে সে নিখোঁজ ছিল। পুলিশের ধারণা, গোসলে নেমে সে পানিতে ডুবে যেতে পারে।: [376, 1027, 528, 1104]
- body-paragraph: এ দিকে শহীদ পরিবারগুলো দ্রুত রায় কার্যকরের দাবি জানিয়েছে। তারা বলছে, পলাতক আসামিদের ফিরিয়ে এনে দণ্ড কার্যকর না হওয়া পর্যন্ত জুলাইয়ের বিচার অসম্পূর্ণ থেকে যাবে।: [705, 280, 857, 344]
- article-body: [1026, 1565, 1330, 1774]
- header-divider: [44, 75, 1497, 78]
- body-text: [45, 1016, 364, 1393]
- article-headline: রাজধানীতে পৃথক ঘটনায় ৪ জনের লাশ উদ্ধার: [376, 623, 527, 687]
- body-text: [541, 610, 857, 792]
- body-text: [1026, 374, 1497, 556]
- body-paragraph: ৫. আন্তর্জাতিক মর্যাদা ও ভিসা সমস্যা: উচ্চশিক্ষার্থী তানিম চান, পাসপোর্টের মর্যাদা বৃদ্ধি ও বিদেশে শ্রমবাজার সম্প্রসারণে কার্যকর কূটনীতি।: [704, 1192, 857, 1243]
- article-headline: নির্ধারিত সময়ে ছাত্র সংসদ: [45, 967, 251, 989]
- body-text: [541, 1793, 857, 2056]
- body-paragraph: ৩. নিরাপদ ক্যাম্পাস ও নারী নিরাপত্তা: রাজশাহী বিশ্ববিদ্যালয়ের শিক্ষার্থী মিম্মা বলেন, ক্যাম্পাস ও গণপরিবহনে নারীর নিরাপত্তা নিশ্চিত করতে হবে।: [704, 1089, 857, 1140]
- sunrise-time: আগামীকাল সূর্যোদয় ৬-৪৩: [46, 2302, 203, 2329]
- body-paragraph: তারা আরো বলেন, যারা গণভোট বানচালের ষড়যন্ত্র করছে, তারাই পতিত স্বৈরাচারের দোসর। জনগণ ব্যালটের মাধ্যমে তাদের জবাব দেবে। প্রতিটি কেন্দ্রে সতর্ক পাহারায় থাকবে ছাত্র-জনতা।: [376, 1956, 528, 2020]
- article-body: [376, 721, 528, 1514]
- prayer-time-row: এশা ৬-৫০ ৭-৩০: [46, 2244, 203, 2274]
- body-text: [376, 188, 528, 591]
- body-text: [704, 972, 857, 1496]
- body-paragraph: নাগরিক সংগঠনগুলো বলছে, তরুণদের এ জাগরণ ধরে রাখতে পারলে জাতীয় নির্বাচন হবে প্রজন্মান্তরের পরিবর্তনের মাইলফলক।: [1346, 2002, 1497, 2052]
- body-paragraph: তরুণদের আস্থা অর্জনে দলগুলো তরুণ মুখকে মনোনয়ন দিচ্ছে। এবারের নির্বাচনে ত্রিশের কোঠার প্রার্থীর সংখ্যা অতীতের যেকোনো সময়ের চেয়ে বেশি বলে জানিয়েছেন বিশ্লেষকরা।: [1346, 1930, 1497, 1994]
- body-paragraph: ৯. সম্প্রীতি ও রাজনৈতিক সহনশীলতা: সহিংসতার রাজনীতির অবসান চেয়ে তরুণরা বলেন, ভিন্নমত দমননীতি আর চলবে না।: [704, 1399, 857, 1449]
- article-body: [1346, 1632, 1497, 2053]
- body-paragraph: এ দিকে নিহত শারমিনের বাবা বাদি হয়ে যাত্রাবাড়ী থানায় হত্যা মামলা দায়েরের প্রস্তুতি নিচ্ছেন বলে জানা গেছে। পুলিশ বলছে, অভিযোগ পেলে আইনানুগ ব্যবস্থা নেয়া হবে। শারমিনের স্বামী পলাতক রয়েছেন।: [376, 1293, 528, 1370]
- body-paragraph: নারী অধিকারকর্মীরা বলছেন, সংসদে নারীর সরাসরি প্রতিনিধিত্ব বাড়াতে সংরক্ষিত আসনে প্রত্যক্ষ ভোটের বিধান চালু করা জরুরি। রাজনৈতিক দলগুলোর মনোনয়নে নারীদের অগ্রাধিকার দিতে হবে।: [541, 1092, 690, 1169]
- article-byline: কূটনৈতিক প্রতিবেদক: [867, 201, 950, 222]
- body-paragraph: ২. কর্মসংস্থান ও মেধার মূল্যায়ন: ঢাকার প্রকৌশল শিক্ষার্থী মাসুদ চান, দলীয় পরিচয় নয়, মেধার ভিত্তিতে নিয়োগ ও ব্যবসাবান্ধব পরিবেশ।: [704, 1031, 857, 1082]
- body-paragraph: শিক্ষাবিদরা বলছেন, ছাত্র সংসদ জাতীয় নেতৃত্ব তৈরির আঁতুড়ঘর। তিন দশকের অচলায়তন ভেঙে নিয়মিত নির্বাচনের সংস্কৃতি ফেরাতে পারলে রাজনীতিতে গুণগত পরিবর্তন আসবে।: [211, 1302, 364, 1366]
- body-paragraph: বিশ্ববিদ্যালয় মঞ্জুরি কমিশনের এক কর্মকর্তা বলেন, ছাত্র সংসদ সচল রাখতে প্রতি বছর নির্বাচন আয়োজনের বাধ্যবাধকতা রেখে অধ্যাদেশ সংশোধনের সুপারিশ করা হয়েছে। এ বিষয়ে শিক্ষা মন্ত্রণালয়ের সম্মতি পাওয়া গেছে।: [211, 1088, 364, 1165]
- body-text: [1026, 991, 1497, 1145]
- body-text: [541, 137, 857, 372]
- body-paragraph: উল্লেখ্য, গত রোববার টেকনাফের হোয়াইক্যং সীমান্তে ওপার থেকে ছোড়া গুলিতে এক বাংলাদেশী জেলে আহত হন। সীমান্তবর্তী গ্রামগুলোতে আতঙ্কে রাত কাটাচ্ছেন বাসিন্দারা।: [867, 470, 1018, 534]
- body-text: [1301, 828, 1497, 907]
- page-number: ২: [47, 16, 72, 60]
- body-paragraph: আন্তঃবাহিনী জনসংযোগ পরিদফতর (আইএসপিআর) জানায়, লাল-সবুজের পতাকা আকাশে মেলে ধরার এ অর্জন বিজয়ের সুবর্ণ ইতিহাসে নতুন পালক যোগ করল। এ রেকর্ড তরুণ প্রজন্মকে দেশপ্রেমে উদ্বুদ্ধ করবে।: [1187, 445, 1336, 523]
- body-paragraph: ৬. প্রযুক্তি ও ডিজিটাল অধিকার: ফ্রিল্যান্সার সাব্বির চান নিরবচ্ছিন্ন ইন্টারনেট, সাশ্রয়ী ডাটা ও ডিজিটাল আইনের অপপ্রয়োগ বন্ধ।: [704, 1250, 857, 1302]
- article-subhead: মিয়ানমার রাষ্ট্রদূতকে তলব: [879, 177, 1006, 193]
- prayer-col-jamat: জামাত: [158, 2101, 203, 2127]
- body-paragraph: চাটখিল (নোয়াখালী) সংবাদদাতা জানান, সড়ক পার হওয়ার সময় দ্রুতগামী মাইক্রোবাসের চাপায় শিশু জুনায়েদ (৬) ঘটনাস্থলেই মারা যায়। এ ঘটনায় মাইক্রোবাসটি আটক করেছে পুলিশ, তবে চালক পলাতক।: [867, 1413, 1018, 1490]
- body-paragraph: শিক্ষার্থীরা বলছেন, গণতান্ত্রিক চর্চার অন্যতম ক্ষেত্র ছাত্র সংসদ দীর্ঘদিন অকার্যকর থাকায় নেতৃত্বশূন্যতা তৈরি হয়েছে। নিয়মিত নির্বাচন হলে ক্যাম্পাসে সহাবস্থান ও জবাবদিহিতা নিশ্চিত হবে।: [45, 1088, 198, 1152]
- article-july-uprising-seminar: [45, 83, 364, 954]
- article-border-firing-continuation: [1279, 85, 1497, 285]
- contact-email-link[interactable]: news@dailynayadiganta.com: [178, 44, 359, 59]
- body-paragraph: জাহাঙ্গীরনগর বিশ্ববিদ্যালয়ের শিক্ষার্থীরা জানান, জাকসু নির্বাচনের তফসিল ঘোষণার দাবিতে তারা উপাচার্য বরাবর স্মারকলিপি দিয়েছেন। প্রশাসন জানিয়েছে, সিন্ডিকেট সভায় সিদ্ধান্ত নেয়া হবে।: [45, 1329, 198, 1392]
- prayer-times-table: [46, 2101, 203, 2274]
- pull-quote: শেষ চার মাস কাজ করতে দেয়া হয়নি বলে অভিযোগ মাহফুজ আলমের: [45, 208, 185, 298]
- column-divider: [697, 965, 698, 1729]
- body-paragraph: উপদেষ্টা আরো বলেন, সীমান্ত হত্যা, অভিন্ন নদীর পানিবণ্টন ও বাণিজ্য ঘাটতির মতো অমীমাংসিত ইস্যুতে দৃঢ় অবস্থান নিতে হবে। পেশাদারিত্বের সাথে জাতীয় স্বার্থের প্রশ্নে আপসহীন থাকার নির্দেশ দেন তিনি।: [705, 1851, 857, 1929]
- body-paragraph: ঢাকা বিশ্ববিদ্যালয়ের রাষ্ট্রবিজ্ঞান বিভাগের এক অধ্যাপক বলেন, তরুণরা এখন প্রচলিত প্রতীক-রাজনীতির বাইরে প্রার্থীর যোগ্যতা, সততা ও কর্মসূচি দেখে সিদ্ধান্ত নেয়। সামাজিক যোগাযোগমাধ্যমে প্রার্থীদের অতীত খুঁজে বের করছে তারা।: [705, 642, 857, 719]
- body-paragraph: তিনি বলেন, অভ্যুত্থানের পর গঠিত সরকারের দায়িত্ব ছিল গণহত্যার বিচার, রাষ্ট্র সংস্কার ও নতুন রাজনৈতিক বন্দোবস্ত প্রতিষ্ঠা করা। কিন্তু পুরনো বন্দোবস্তের সুবিধাভোগীরা পদে পদে বাধা তৈরি করেছে। ছাত্র-জনতার ঐক্য ধরে রাখতে না পারলে অভ্যুত্থানের অর্জন হাতছাড়া হয়ে যাবে।: [45, 204, 364, 681]
- article-bodies-recovered: [376, 615, 528, 1833]
- body-paragraph: জাতিসঙ্ঘের মানবাধিকার কাউন্সিলে বিষয়টি উত্থাপনের প্রস্তুতি নিচ্ছে কয়েকটি আন্তর্জাতিক সংগঠন। তারা ঘটনাস্থল পরিদর্শনে স্বাধীন পর্যবেক্ষক দল পাঠানোর দাবি জানিয়েছে।: [1185, 1695, 1330, 1759]
- sunset-time: সূর্যাস্ত ৫-৩১: [46, 2274, 203, 2302]
- body-paragraph: ১. গণতন্ত্র ও বাকস্বাধীনতা: ঢাকা বিশ্ববিদ্যালয়ের শিক্ষার্থী জারিন বলেন, মত প্রকাশের কারণে যেন কাউকে আর নিপীড়নের শিকার হতে না হয়।: [704, 973, 857, 1024]
- article-body: [541, 1020, 690, 1482]
- body-paragraph: জাতীয় নাগরিক পার্টির (এনসিপি) নেতারা বলেন, জুলাই সনদের পূর্ণ বাস্তবায়ন, শহীদ পরিবারের পুনর্বাসন এবং আহতদের চিকিৎসা নিশ্চিত করা রাষ্ট্রের অগ্রাধিকার হওয়া উচিত। গণভোটের মধ্য দিয়ে জনগণের ম্যান্ডেট নিয়েই নতুন সংবিধানের পথে এগোতে হবে।: [211, 236, 364, 326]
- body-paragraph: নবনিযুক্ত কর্মকর্তারা শপথ নেন যে, রাষ্ট্রের সার্বভৌমত্ব ও জনগণের স্বার্থকে সর্বোচ্চ অগ্রাধিকার দেবেন। পরে উপদেষ্টা তাদের হাতে নিয়োগপত্র তুলে দেন।: [705, 1793, 857, 1844]
- article-body: [1026, 374, 1497, 556]
- continued-from-page1: ১ম পৃষ্ঠার পর: [541, 999, 593, 1011]
- body-paragraph: গতকাল নগরীর একটি মিলনায়তনে আয়োজিত সংবাদ সম্মেলনে মহানগর জামায়াতের আমির বলেন, জুলাই সনদ বাস্তবায়নের প্রশ্নে জনগণের রায় নিতে গণভোট ঐতিহাসিক সুযোগ। 'হ্যাঁ' ভোটের মাধ্যমে ফ্যাসিবাদবিরোধী ঐক্যকে সাংবিধানিক ভিত্তি দিতে হবে।: [208, 2025, 364, 2115]
- body-paragraph: পররাষ্ট্র মন্ত্রণালয়ে নবনিযুক্ত কর্মকর্তাদের উদ্দেশে পররাষ্ট্র উপদেষ্টা বলেন, বদলে যাওয়া বিশ্বব্যবস্থায় বাংলাদেশের স্বার্থ রক্ষায় পেশাদার কূটনীতির বিকল্প নেই। রোহিঙ্গা প্রত্যাবাসন, শ্রমবাজার সম্প্রসারণ ও অর্থনৈতিক কূটনীতিকে অগ্রাধিকার দিতে হবে।: [541, 1793, 693, 1883]
- article-byline: চট্টগ্রাম ব্যুরো: [208, 1913, 261, 1934]
- article-body: [541, 137, 857, 372]
- column-divider: [1022, 82, 1023, 2396]
- article-headline: ভারতে ১ বছরে বিচারবহির্ভূত হত্যার শিকার ৫০ মুসলিম: [1026, 862, 1219, 951]
- body-paragraph: উত্তরা: গতকাল সকালে বিমানবন্দর সড়কে বেপরোয়া বাসের চাপায় প্রাইভেট কারের আরোহী ব্যবসায়ী মাহবুব আলম (৪২) নিহত হন। ঘটনার পর চালক বাস ফেলে পালিয়ে যায়।: [867, 1088, 1018, 1153]
- body-paragraph: ইসলামী ছাত্রশিবির, ছাত্রদল, বৈষম্যবিরোধী ছাত্রসংগঠনসহ ক্রিয়াশীল সংগঠনগুলো নির্বাচনকে স্বাগত জানিয়ে প্রচারণার প্রস্তুতি শুরু করেছে। হলে হলে চলছে মতবিনিময়।: [211, 1172, 364, 1223]
- body-paragraph: অনুষ্ঠান শেষে নবীন কর্মকর্তারা জুলাই স্মৃতি জাদুঘর পরিদর্শন করেন এবং শহীদদের প্রতি শ্রদ্ধা নিবেদন করেন।: [705, 2007, 857, 2045]
- body-paragraph: ৭. শিক্ষা ও গবেষণা বাজেট: বুয়েটের শিক্ষার্থী সিফাত চান জিডিপির ৪ শতাংশ শিক্ষায় বরাদ্দ ও গবেষণায় বিনিয়োগ।: [704, 1309, 857, 1346]
- body-text: [1026, 1565, 1330, 1774]
- body-paragraph: অনুষ্ঠানে সেনাপ্রধানসহ ঊর্ধ্বতন কর্মকর্তারা উপস্থিত ছিলেন। রেকর্ড গড়া প্যারাট্রুপারদের হাতে সম্মাননা স্মারক তুলে দেয়া হয়।: [1348, 491, 1497, 542]
- body-paragraph: অনুষ্ঠানে ফরেন সার্ভিস একাডেমির রেক্টর জানান, নবীন কর্মকর্তাদের জন্য ভাষা প্রশিক্ষণ, আন্তর্জাতিক আইন ও নেগোসিয়েশন কৌশলের ওপর বিশেষ কোর্স চালু করা হয়েছে। বিদেশী বিশেষজ্ঞরাও প্রশিক্ষণে যুক্ত থাকবেন।: [541, 1976, 693, 2052]
- body-paragraph: ভারতে গত এক বছরে অন্তত ৫০ জন মুসলিম বিচারবহির্ভূত হত্যাকাণ্ডের শিকার হয়েছেন। পুলিশি হেফাজতে নির্যাতন, ভুয়া এনকাউন্টার ও উন্মত্ত জনতার পিটুনিতে এসব প্রাণহানি ঘটে বলে জানিয়েছে মানবাধিকার সংগঠন সাউথ এশিয়ান জাস্টিস ক্যাম্পেইন (এসএজেসি)।: [1301, 829, 1497, 906]
- newspaper-logo: [1322, 8, 1498, 56]
- body-text: [541, 1020, 690, 1482]
- body-paragraph: বিজিবি মহাপরিচালক জানান, সীমান্তে টহল জোরদার করা হয়েছে। যেকোনো পরিস্থিতি মোকাবেলায় বাহিনী প্রস্তুত রয়েছে। মিয়ানমারের বর্ডার গার্ড পুলিশের সাথে পতাকা বৈঠকের প্রস্তাব পাঠানো হয়েছে।: [867, 541, 1018, 618]
- body-paragraph: তারা জানান, ডাকসুসহ দেশের সব পাবলিক বিশ্ববিদ্যালয়ে নির্ধারিত সময়ে ছাত্র সংসদ নির্বাচন আয়োজনে প্রশাসন প্রতিশ্রুতিবদ্ধ। ইতোমধ্যে কয়েকটি বিশ্ববিদ্যালয়ে তফসিল ঘোষণার প্রস্তুতি চলছে।: [45, 1017, 198, 1081]
- article-student-union: [45, 959, 364, 1828]
- body-paragraph: ঢাকা বিশ্ববিদ্যালয়ের আইন বিভাগের এক অধ্যাপক বলেন, সংবিধান সংস্কার ছাড়া ফ্যাসিবাদের পুনরুত্থান ঠেকানো যাবে না। ক্ষমতার ভারসাম্য, বিচার বিভাগের স্বাধীনতা ও স্থানীয় সরকারের ক্ষমতায়ন নিশ্চিত করতে হবে।: [211, 333, 364, 410]
- article-foreign-ministry: [541, 1734, 857, 2398]
- body-paragraph: বিশ্ববিদ্যালয় শিক্ষার্থীরা বলছেন, প্রতিশ্রুতি নয়, বাস্তবায়নের সুনির্দিষ্ট রোডম্যাপ দেখে ভোট দেবেন তারা। অতীতে যারা দুর্নীতি ও দমন-পীড়নে জড়িত ছিল, তাদের প্রত্যাখ্যান করবে নতুন ভোটাররা।: [1346, 1775, 1497, 1838]
- article-body: [208, 1940, 364, 2246]
- body-paragraph: চট্টগ্রাম বিশ্ববিদ্যালয়ে চাকসু নির্বাচন নিয়ে গঠিত কমিটি গঠনতন্ত্র সংশোধনের কাজ শেষ করেছে। ছাত্রসংগঠনগুলো বলছে, কালক্ষেপণ না করে দ্রুত তফসিল ঘোষণা করতে হবে।: [211, 1017, 364, 1081]
- article-headline: নারীদের অধিকার: [541, 972, 663, 993]
- body-paragraph: ভোটের তরুণরাই 'ডিসাইডিং ফ্যাক্টর': নির্বাচন বিশ্লেষকরা বলছেন, ২০২৪ ও ২০২৫ সালের রাজনৈতিক পটপরিবর্তনের পর এবারই প্রথম ভোট দেবেন বিপুলসংখ্যক নতুন ভোটার। অধিকাংশ আসনে জয়-পরাজয় নির্ধারণে তরুণদের ভোটই নিয়ামক হয়ে উঠবে।: [541, 610, 857, 771]
- article-byline: ঢাকা বিশ্ববিদ্যালয় প্রতিনিধি: [45, 176, 152, 197]
- body-text: [1279, 85, 1497, 195]
- article-body: [541, 1793, 857, 2056]
- article-voters-expectations: [704, 965, 857, 1736]
- body-paragraph: সেমিনারে প্রধান অতিথির বক্তব্যে জুলাই অভ্যুত্থানের অন্যতম সংগঠক ও সাবেক তথ্য উপদেষ্টা মাহফুজ আলম অভিযোগ করে বলেন, অন্তর্বর্তী সরকারের শেষ চার মাস তাকে কাজ করতে দেয়া হয়নি। নানা মহলের চাপ ও ষড়যন্ত্রে সংস্কারের অনেক উদ্যোগ থমকে গেছে।: [45, 507, 198, 596]
- body-paragraph: তিনি বলেন, জুলাই-পরবর্তী বাংলাদেশের ভাবমূর্তি বিশ্বদরবারে নতুনভাবে উপস্থাপনের দায়িত্ব তরুণ কূটনীতিকদের কাঁধে। মিশনগুলোতে সেবার মান বাড়াতে প্রবাসীদের অভিযোগ দ্রুত নিষ্পত্তির নির্দেশ দেয়া হয়েছে।: [541, 1891, 693, 1968]
